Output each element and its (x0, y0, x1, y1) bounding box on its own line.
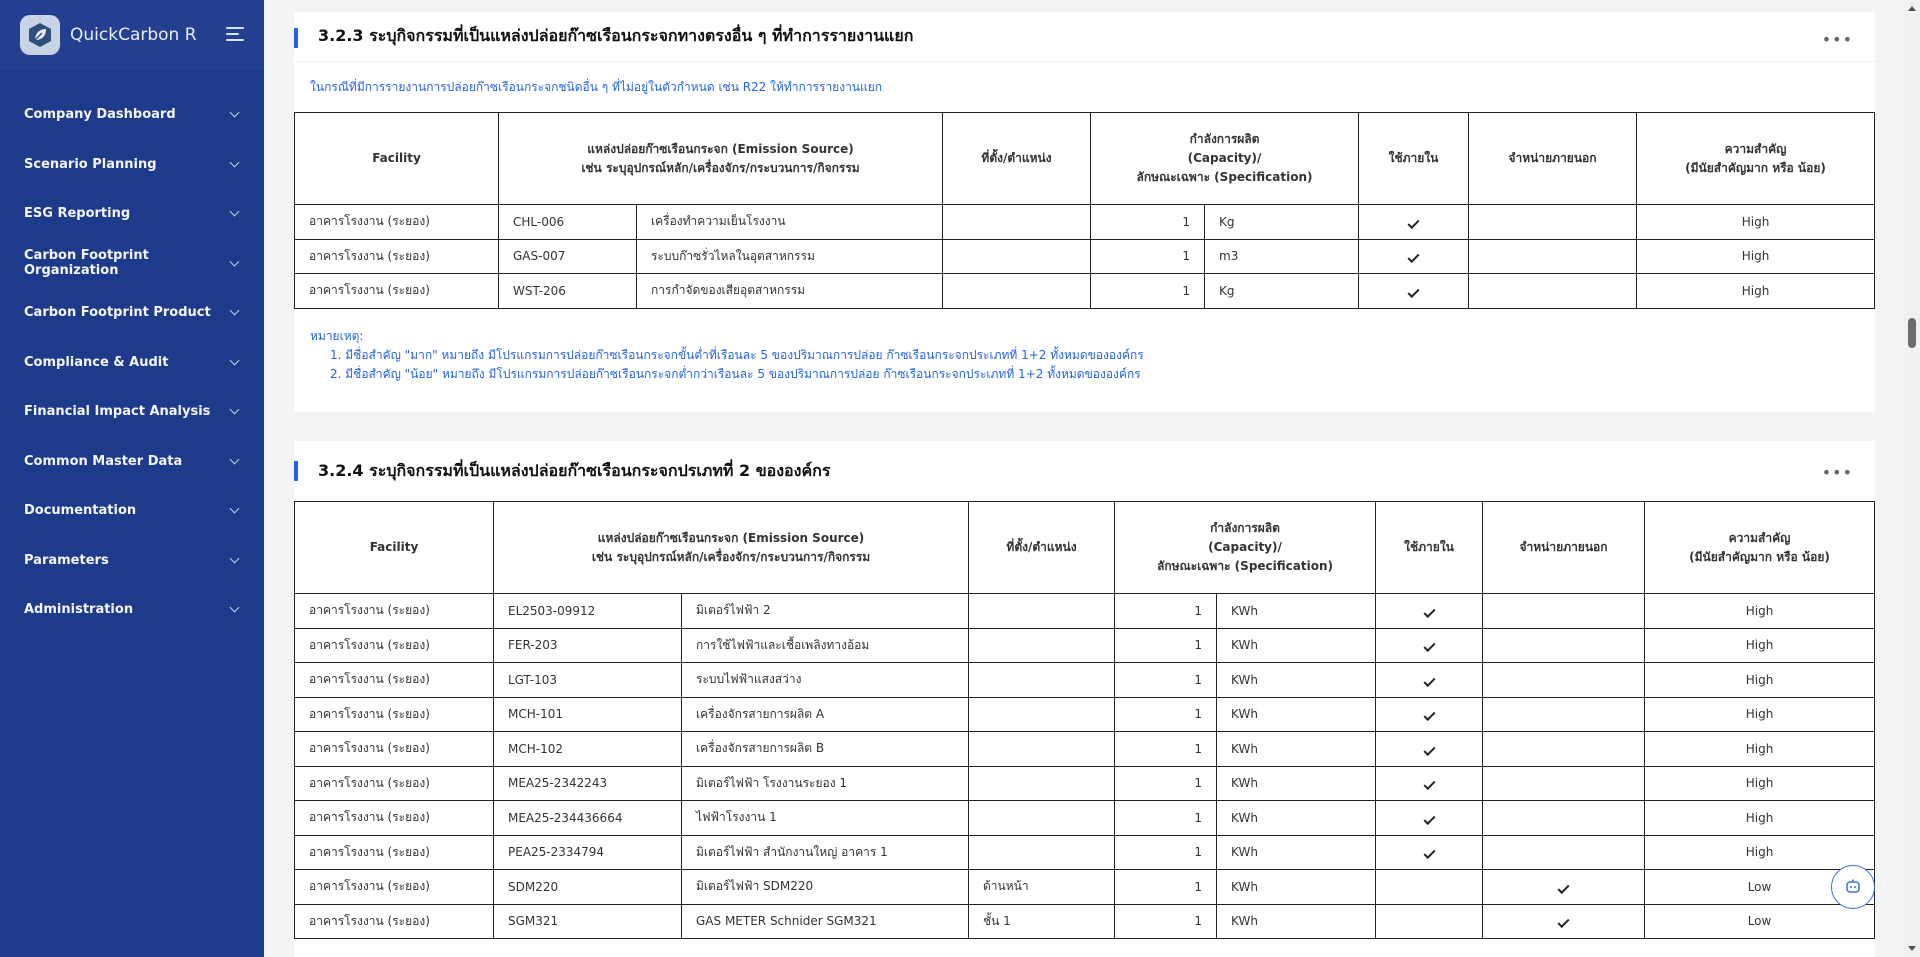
cell-internal (1376, 904, 1483, 939)
cell-capacity-unit: KWh (1217, 904, 1376, 939)
table-row[interactable] (295, 801, 1875, 836)
col-header-importance: ความสำคัญ (มีนัยสำคัญมาก หรือ น้อย) (1637, 113, 1875, 205)
cell-source-code: MCH-101 (494, 697, 682, 732)
check-icon (1423, 778, 1435, 790)
sidebar-item[interactable] (0, 338, 264, 388)
col-header-importance: ความสำคัญ (มีนัยสำคัญมาก หรือ น้อย) (1645, 502, 1875, 594)
cell-capacity-qty: 1 (1115, 766, 1217, 801)
cell-source-desc: มิเตอร์ไฟฟ้า โรงงานระยอง 1 (682, 766, 969, 801)
col-header-external: จำหน่ายภายนอก (1469, 113, 1637, 205)
scroll-thumb[interactable] (1908, 318, 1916, 348)
cell-internal (1359, 239, 1469, 274)
cell-facility: อาคารโรงงาน (ระยอง) (295, 274, 499, 309)
cell-capacity-qty: 1 (1115, 801, 1217, 836)
app-logo-icon (20, 15, 60, 55)
sidebar-item[interactable] (0, 189, 264, 239)
cell-location (943, 239, 1091, 274)
menu-toggle-icon[interactable] (226, 27, 244, 41)
cell-external (1483, 594, 1645, 629)
cell-source-code: MEA25-234436664 (494, 801, 682, 836)
cell-external (1469, 205, 1637, 240)
check-icon (1423, 709, 1435, 721)
section-3-2-3-card (294, 12, 1875, 412)
cell-capacity-unit: KWh (1217, 870, 1376, 905)
col-header-internal: ใช้ภายใน (1359, 113, 1469, 205)
cell-external (1483, 766, 1645, 801)
cell-internal (1376, 801, 1483, 836)
cell-importance: High (1645, 697, 1875, 732)
sidebar-item-label: Carbon Footprint Product (24, 305, 211, 321)
chevron-down-icon (230, 306, 240, 316)
cell-source-desc: การกำจัดของเสียอุตสาหกรรม (637, 274, 943, 309)
cell-capacity-qty: 1 (1115, 870, 1217, 905)
chevron-down-icon (230, 603, 240, 613)
chevron-down-icon (230, 207, 240, 217)
table-row[interactable] (295, 274, 1875, 309)
section-title: 3.2.3 ระบุกิจกรรมที่เป็นแหล่งปล่อยก๊าซเรือนกระจกทางตรงอื่น ๆ ที่ทำการรายงานแยก (318, 26, 914, 45)
cell-importance: High (1645, 628, 1875, 663)
cell-importance: High (1645, 835, 1875, 870)
col-header-facility: Facility (295, 502, 494, 594)
cell-facility: อาคารโรงงาน (ระยอง) (295, 801, 494, 836)
main-content (264, 0, 1920, 957)
sidebar-item[interactable] (0, 239, 264, 289)
cell-capacity-unit: KWh (1217, 766, 1376, 801)
cell-location (969, 835, 1115, 870)
cell-external (1483, 904, 1645, 939)
cell-source-desc: มิเตอร์ไฟฟ้า SDM220 (682, 870, 969, 905)
emission-table-direct (294, 112, 1875, 309)
cell-importance: Low (1645, 870, 1875, 905)
cell-capacity-unit: KWh (1217, 835, 1376, 870)
section-accent-bar (294, 461, 298, 481)
cell-importance: High (1645, 801, 1875, 836)
sidebar-item-label: Compliance & Audit (24, 354, 169, 370)
chevron-down-icon (230, 157, 240, 167)
cell-facility: อาคารโรงงาน (ระยอง) (295, 205, 499, 240)
cell-capacity-unit: KWh (1217, 663, 1376, 698)
cell-facility: อาคารโรงงาน (ระยอง) (295, 697, 494, 732)
cell-importance: High (1645, 594, 1875, 629)
col-header-location: ที่ตั้ง/ตำแหน่ง (969, 502, 1115, 594)
notes-title: หมายเหตุ: (310, 328, 364, 343)
check-icon (1423, 606, 1435, 618)
cell-capacity-qty: 1 (1091, 274, 1205, 309)
cell-capacity-qty: 1 (1115, 628, 1217, 663)
section-3-2-4-card (294, 441, 1875, 957)
sidebar-item-label: Company Dashboard (24, 107, 176, 123)
cell-location (969, 766, 1115, 801)
sidebar-item-label: Common Master Data (24, 453, 183, 469)
cell-location: ชั้น 1 (969, 904, 1115, 939)
sidebar-item[interactable] (0, 288, 264, 338)
col-header-source: แหล่งปล่อยก๊าซเรือนกระจก (Emission Source) เช่น ระบุอุปกรณ์หลัก/เครื่องจักร/กระบวนการ/กิจกรรม (494, 502, 969, 594)
sidebar-item[interactable] (0, 486, 264, 536)
scroll-up-arrow-icon[interactable] (1908, 6, 1916, 11)
cell-capacity-qty: 1 (1115, 663, 1217, 698)
cell-source-desc: ระบบไฟฟ้าแสงสว่าง (682, 663, 969, 698)
cell-location (969, 628, 1115, 663)
cell-capacity-unit: KWh (1217, 594, 1376, 629)
check-icon (1408, 217, 1420, 229)
note-item: 2. มีชื่อสำคัญ "น้อย" หมายถึง มีโปรแกรมการปล่อยก๊าซเรือนกระจกต่ำกว่าเรือนละ 5 ของปริมาณการปล่อย ก๊าซเรือนกระจกประเภทที่ 1+2 ทั้งหมดขององค์กร (330, 366, 1141, 381)
cell-source-code: FER-203 (494, 628, 682, 663)
sidebar-item[interactable] (0, 90, 264, 140)
table-row[interactable] (295, 697, 1875, 732)
cell-location (943, 205, 1091, 240)
cell-facility: อาคารโรงงาน (ระยอง) (295, 239, 499, 274)
sidebar (0, 0, 264, 957)
sidebar-item-label: Carbon Footprint Organization (24, 248, 149, 279)
cell-facility: อาคารโรงงาน (ระยอง) (295, 904, 494, 939)
note-item: 1. มีชื่อสำคัญ "มาก" หมายถึง มีโปรแกรมการปล่อยก๊าซเรือนกระจกขั้นต่ำที่เรือนละ 5 ของปริมาณการปล่อย ก๊าซเรือนกระจกประเภทที่ 1+2 ทั้งหมดขององค์กร (330, 347, 1144, 362)
cell-importance: High (1645, 663, 1875, 698)
section-title: 3.2.4 ระบุกิจกรรมที่เป็นแหล่งปล่อยก๊าซเรือนกระจกปรเภทที่ 2 ขององค์กร (318, 460, 831, 480)
cell-capacity-unit: Kg (1205, 274, 1359, 309)
cell-external (1483, 835, 1645, 870)
cell-location (943, 274, 1091, 309)
cell-location (969, 732, 1115, 767)
table-row[interactable] (295, 766, 1875, 801)
cell-internal (1376, 628, 1483, 663)
sidebar-item-label: Documentation (24, 503, 137, 519)
col-header-internal: ใช้ภายใน (1376, 502, 1483, 594)
cell-location (969, 801, 1115, 836)
page-scrollbar[interactable] (1904, 0, 1920, 957)
scroll-down-arrow-icon[interactable] (1908, 946, 1916, 951)
section-info-text: ในกรณีที่มีการรายงานการปล่อยก๊าซเรือนกระจกชนิดอื่น ๆ ที่ไม่อยู่ในตัวกำหนด เช่น R22 ให้ทำการรายงานแยก (310, 80, 883, 94)
check-icon (1423, 847, 1435, 859)
cell-capacity-qty: 1 (1115, 594, 1217, 629)
cell-importance: High (1645, 766, 1875, 801)
cell-source-code: PEA25-2334794 (494, 835, 682, 870)
chevron-down-icon (230, 108, 240, 118)
check-icon (1558, 882, 1570, 894)
sidebar-nav (0, 90, 264, 635)
sidebar-item[interactable] (0, 387, 264, 437)
col-header-external: จำหน่ายภายนอก (1483, 502, 1645, 594)
table-row[interactable] (295, 904, 1875, 939)
cell-location (969, 663, 1115, 698)
cell-source-desc: เครื่องจักรสายการผลิต A (682, 697, 969, 732)
check-icon (1423, 813, 1435, 825)
sidebar-item-label: ESG Reporting (24, 206, 131, 222)
cell-internal (1376, 594, 1483, 629)
cell-external (1469, 239, 1637, 274)
cell-external (1483, 732, 1645, 767)
cell-importance: High (1645, 732, 1875, 767)
table-row[interactable] (295, 870, 1875, 905)
cell-source-code: EL2503-09912 (494, 594, 682, 629)
cell-capacity-unit: KWh (1217, 628, 1376, 663)
cell-capacity-unit: KWh (1217, 732, 1376, 767)
chevron-down-icon (230, 454, 240, 464)
cell-capacity-unit: m3 (1205, 239, 1359, 274)
cell-source-code: SDM220 (494, 870, 682, 905)
cell-source-code: SGM321 (494, 904, 682, 939)
cell-external (1483, 663, 1645, 698)
section-header (294, 441, 1875, 501)
col-header-capacity: กำลังการผลิต (Capacity)/ ลักษณะเฉพาะ (Specification) (1091, 113, 1359, 205)
sidebar-item-label: Administration (24, 602, 134, 618)
cell-source-desc: การใช้ไฟฟ้าและเชื้อเพลิงทางอ้อม (682, 628, 969, 663)
cell-external (1469, 274, 1637, 309)
cell-facility: อาคารโรงงาน (ระยอง) (295, 732, 494, 767)
cell-facility: อาคารโรงงาน (ระยอง) (295, 766, 494, 801)
cell-internal (1359, 205, 1469, 240)
cell-internal (1376, 766, 1483, 801)
cell-source-desc: ไฟฟ้าโรงงาน 1 (682, 801, 969, 836)
cell-source-code: LGT-103 (494, 663, 682, 698)
cell-importance: High (1637, 274, 1875, 309)
check-icon (1423, 640, 1435, 652)
notes (294, 309, 1875, 384)
cell-capacity-qty: 1 (1091, 205, 1205, 240)
cell-external (1483, 697, 1645, 732)
col-header-facility: Facility (295, 113, 499, 205)
cell-internal (1376, 835, 1483, 870)
cell-internal (1359, 274, 1469, 309)
more-options-icon[interactable]: ••• (1821, 463, 1853, 482)
cell-source-desc: มิเตอร์ไฟฟ้า สำนักงานใหญ่ อาคาร 1 (682, 835, 969, 870)
cell-facility: อาคารโรงงาน (ระยอง) (295, 663, 494, 698)
cell-capacity-unit: KWh (1217, 801, 1376, 836)
cell-internal (1376, 697, 1483, 732)
cell-location (969, 594, 1115, 629)
table-row[interactable] (295, 239, 1875, 274)
chat-assistant-button[interactable] (1831, 865, 1875, 909)
cell-facility: อาคารโรงงาน (ระยอง) (295, 835, 494, 870)
cell-facility: อาคารโรงงาน (ระยอง) (295, 628, 494, 663)
cell-external (1483, 628, 1645, 663)
cell-capacity-qty: 1 (1091, 239, 1205, 274)
cell-internal (1376, 732, 1483, 767)
check-icon (1423, 744, 1435, 756)
sidebar-item-label: Parameters (24, 552, 109, 568)
cell-facility: อาคารโรงงาน (ระยอง) (295, 594, 494, 629)
check-icon (1423, 675, 1435, 687)
table-row[interactable] (295, 628, 1875, 663)
cell-capacity-unit: Kg (1205, 205, 1359, 240)
sidebar-item[interactable] (0, 536, 264, 586)
table-row[interactable] (295, 594, 1875, 629)
cell-source-code: GAS-007 (499, 239, 637, 274)
cell-source-code: CHL-006 (499, 205, 637, 240)
table-row[interactable] (295, 732, 1875, 767)
cell-capacity-qty: 1 (1115, 697, 1217, 732)
sidebar-item[interactable] (0, 140, 264, 190)
section-header (294, 12, 1875, 62)
emission-table-type2 (294, 501, 1875, 939)
check-icon (1408, 286, 1420, 298)
table-row[interactable] (295, 205, 1875, 240)
section-accent-bar (294, 28, 298, 48)
table-row[interactable] (295, 663, 1875, 698)
cell-source-desc: GAS METER Schnider SGM321 (682, 904, 969, 939)
sidebar-item-label: Scenario Planning (24, 156, 157, 172)
cell-capacity-qty: 1 (1115, 732, 1217, 767)
cell-source-desc: ระบบก๊าซรั่วไหลในอุตสาหกรรม (637, 239, 943, 274)
chevron-down-icon (230, 553, 240, 563)
sidebar-item-label: Financial Impact Analysis (24, 404, 211, 420)
cell-external (1483, 801, 1645, 836)
cell-importance: High (1637, 239, 1875, 274)
cell-capacity-qty: 1 (1115, 835, 1217, 870)
cell-source-code: WST-206 (499, 274, 637, 309)
cell-location (969, 697, 1115, 732)
cell-external (1483, 870, 1645, 905)
col-header-capacity: กำลังการผลิต (Capacity)/ ลักษณะเฉพาะ (Specification) (1115, 502, 1376, 594)
check-icon (1558, 916, 1570, 928)
cell-internal (1376, 870, 1483, 905)
cell-source-code: MEA25-2342243 (494, 766, 682, 801)
cell-facility: อาคารโรงงาน (ระยอง) (295, 870, 494, 905)
more-options-icon[interactable]: ••• (1821, 30, 1853, 49)
cell-capacity-qty: 1 (1115, 904, 1217, 939)
cell-source-desc: เครื่องจักรสายการผลิต B (682, 732, 969, 767)
cell-importance: High (1637, 205, 1875, 240)
chevron-down-icon (230, 355, 240, 365)
cell-source-desc: มิเตอร์ไฟฟ้า 2 (682, 594, 969, 629)
sidebar-item[interactable] (0, 585, 264, 635)
assistant-icon (1844, 878, 1862, 896)
cell-location: ด้านหน้า (969, 870, 1115, 905)
check-icon (1408, 251, 1420, 263)
app-name: QuickCarbon R (70, 25, 197, 45)
table-row[interactable] (295, 835, 1875, 870)
sidebar-item[interactable] (0, 437, 264, 487)
cell-source-code: MCH-102 (494, 732, 682, 767)
brand-header (0, 0, 264, 70)
cell-capacity-unit: KWh (1217, 697, 1376, 732)
col-header-source: แหล่งปล่อยก๊าซเรือนกระจก (Emission Source) เช่น ระบุอุปกรณ์หลัก/เครื่องจักร/กระบวนการ/กิจกรรม (499, 113, 943, 205)
chevron-down-icon (230, 405, 240, 415)
cell-importance: Low (1645, 904, 1875, 939)
chevron-down-icon (230, 504, 240, 514)
col-header-location: ที่ตั้ง/ตำแหน่ง (943, 113, 1091, 205)
cell-internal (1376, 663, 1483, 698)
cell-source-desc: เครื่องทำความเย็นโรงงาน (637, 205, 943, 240)
